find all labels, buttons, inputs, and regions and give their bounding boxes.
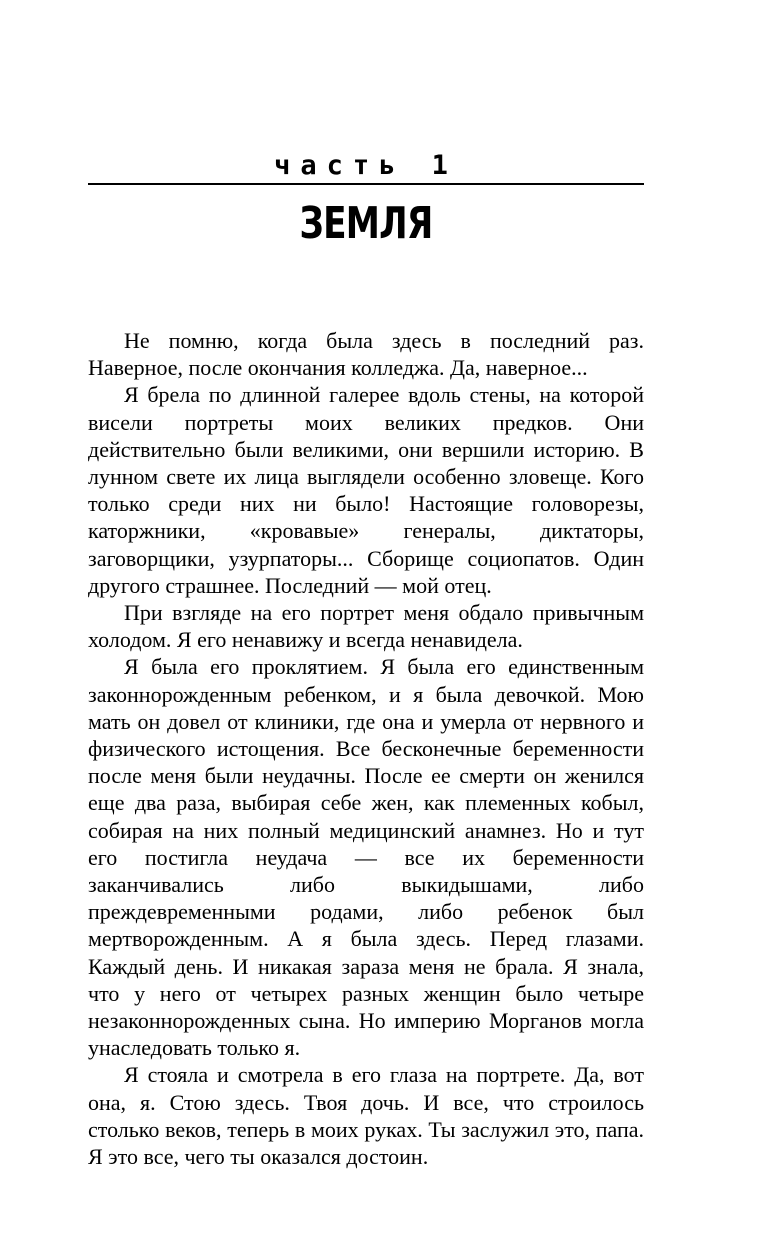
paragraph: Я стояла и смотрела в его глаза на портрете. Да, вот она, я. Стою здесь. Твоя дочь. И все, что строилось столько веков, теперь в моих руках. Ты заслужил это, папа. Я это все, чего ты оказался достоин.: [88, 1062, 644, 1170]
paragraph: Не помню, когда была здесь в последний раз. Наверное, после окончания колледжа. Да, наверное...: [88, 328, 644, 381]
paragraph: Я была его проклятием. Я была его единственным законнорожденным ребенком, и я была девочкой. Мою мать он довел от клиники, где она и умерла от нервного и физического истощения. Все бесконечные беременности после меня были неудачны. После ее смерти он женился еще два раза, выбирая себе жен, как племенных кобыл, собирая на них полный медицинский анамнез. Но и тут его постигла неудача — все их беременности заканчивались либо выкидышами, либо преждевременными родами, либо ребенок был мертворожденным. А я была здесь. Перед глазами. Каждый день. И никакая зараза меня не брала. Я знала, что у него от четырех разных женщин было четыре незаконнорожденных сына. Но империю Морганов могла унаследовать только я.: [88, 654, 644, 1061]
chapter-title: ЗЕМЛЯ: [299, 198, 433, 249]
heading-divider: [88, 183, 644, 185]
part-heading: часть 1: [274, 150, 458, 181]
paragraph: При взгляде на его портрет меня обдало привычным холодом. Я его ненавижу и всегда ненавидела.: [88, 600, 644, 653]
paragraph: Я брела по длинной галерее вдоль стены, на которой висели портреты моих великих предков. Они действительно были великими, они вершили историю. В лунном свете их лица выглядели особенно зловеще. Кого только среди них ни было! Настоящие головорезы, каторжники, «кровавые» генералы, диктаторы, заговорщики, узурпаторы... Сборище социопатов. Один другого страшнее. Последний — мой отец.: [88, 382, 644, 598]
body-text: [88, 327, 644, 1170]
